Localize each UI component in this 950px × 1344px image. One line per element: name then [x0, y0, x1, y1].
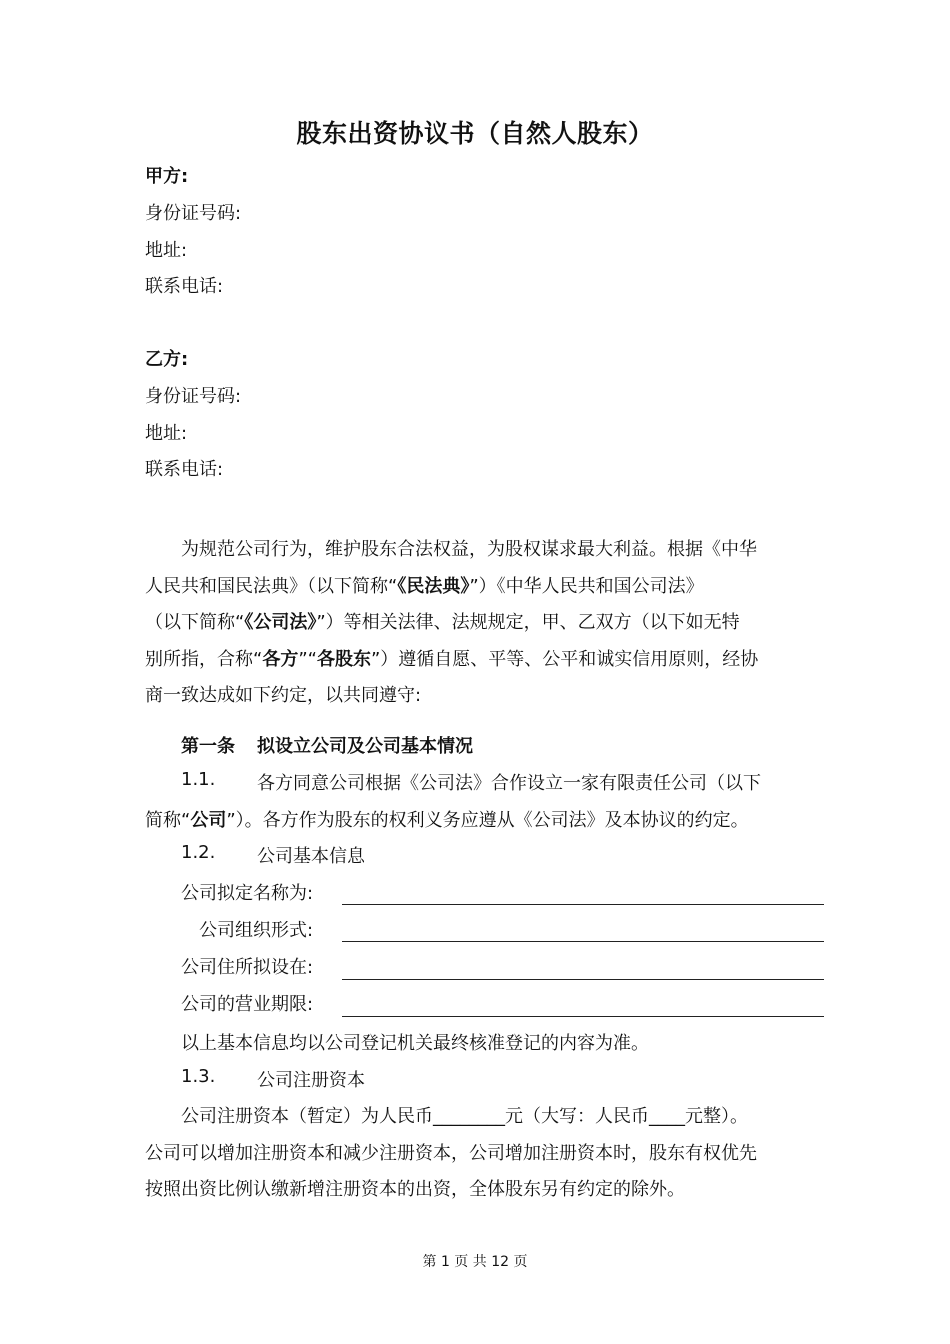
section-1-3-text-cont: 按照出资比例认缴新增注册资本的出资，全体股东另有约定的除外。 — [145, 1179, 685, 1200]
section-1-3-number: 1.3. — [181, 1066, 216, 1087]
party-b-address-label: 地址: — [145, 423, 188, 444]
section-1-3-text: 公司注册资本（暂定）为人民币________元（大写：人民币____元整）。 — [181, 1106, 748, 1127]
company-name-blank — [342, 904, 824, 905]
preamble-line: 商一致达成如下约定，以共同遵守: — [145, 685, 422, 706]
party-b-label: 乙方: — [145, 349, 189, 370]
section-1-1-text-cont: 简称“公司”）。各方作为股东的权利义务应遵从《公司法》及本协议的约定。 — [145, 810, 749, 831]
party-a-address-label: 地址: — [145, 240, 188, 261]
company-address-blank — [342, 979, 824, 980]
page-number-footer: 第 1 页 共 12 页 — [422, 1254, 528, 1270]
party-b-id-label: 身份证号码: — [145, 386, 242, 407]
company-form-label: 公司组织形式: — [199, 920, 314, 941]
preamble-line: （以下简称“《公司法》”）等相关法律、法规规定，甲、乙双方（以下如无特 — [145, 612, 740, 633]
party-b-phone-label: 联系电话: — [145, 459, 224, 480]
party-a-phone-label: 联系电话: — [145, 276, 224, 297]
preamble-line: 别所指，合称“各方”“各股东”）遵循自愿、平等、公平和诚实信用原则，经协 — [145, 648, 759, 670]
company-form-blank — [342, 941, 824, 942]
preamble-paragraph — [145, 532, 805, 715]
company-name-label: 公司拟定名称为: — [181, 883, 314, 904]
section-1-2-title: 公司基本信息 — [257, 846, 365, 867]
party-a-id-label: 身份证号码: — [145, 203, 242, 224]
company-address-label: 公司住所拟设在: — [181, 957, 314, 978]
article-1-number: 第一条 — [181, 736, 235, 757]
party-a-label: 甲方: — [145, 166, 189, 187]
section-1-3-text-cont: 公司可以增加注册资本和减少注册资本，公司增加注册资本时，股东有权优先 — [145, 1143, 757, 1164]
document-title: 股东出资协议书（自然人股东） — [296, 119, 654, 148]
section-1-2-number: 1.2. — [181, 842, 216, 863]
preamble-line: 人民共和国民法典》（以下简称“《民法典》”）《中华人民共和国公司法》 — [145, 575, 704, 597]
company-term-label: 公司的营业期限: — [181, 994, 314, 1015]
section-1-1-text: 各方同意公司根据《公司法》合作设立一家有限责任公司（以下 — [257, 773, 761, 794]
section-1-1-number: 1.1. — [181, 769, 216, 790]
company-term-blank — [342, 1016, 824, 1017]
article-1-title: 拟设立公司及公司基本情况 — [257, 736, 473, 757]
preamble-line: 为规范公司行为，维护股东合法权益，为股权谋求最大利益。根据《中华 — [181, 539, 757, 560]
section-1-3-title: 公司注册资本 — [257, 1070, 365, 1091]
section-1-2-note: 以上基本信息均以公司登记机关最终核准登记的内容为准。 — [181, 1033, 649, 1054]
